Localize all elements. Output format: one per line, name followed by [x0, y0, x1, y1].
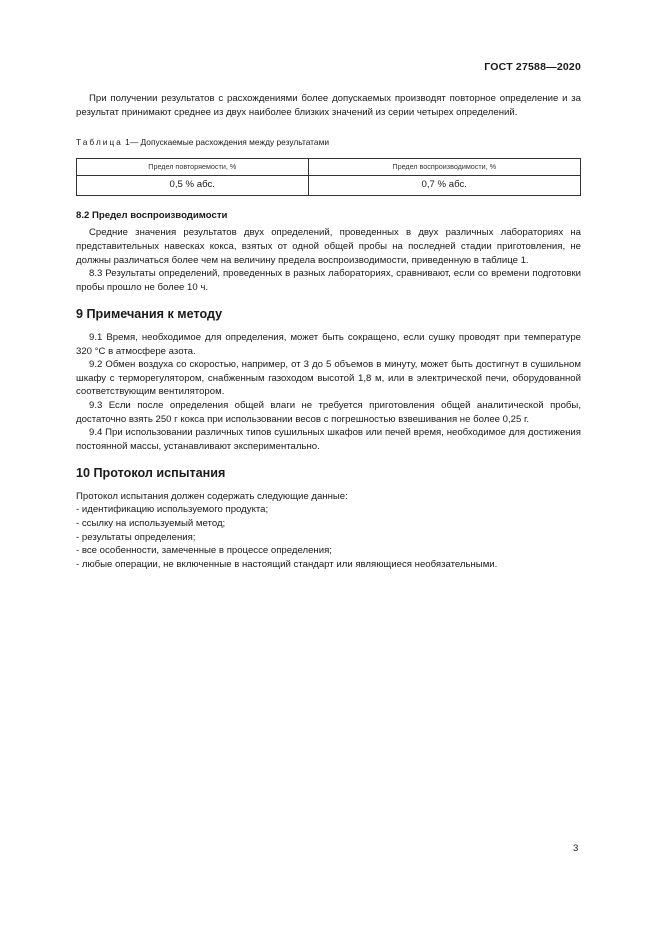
paragraph-8-2: Средние значения результатов двух определений, проведенных в двух различных лабораториях на представительных навесках кокса, взятых от одной общей пробы на последней стадии приготовления, не должны различаться более чем на величину предела воспроизводимости, приведенную в таблице 1. — [76, 227, 581, 266]
list-item: - идентификацию используемого продукта; — [76, 504, 269, 516]
table-caption — [76, 136, 581, 150]
table-header-row — [77, 158, 581, 175]
table-caption-text: 1— Допускаемые расхождения между результатами — [122, 137, 330, 148]
table-row — [77, 175, 581, 195]
value-repeatability: 0,5 % абс. — [77, 175, 309, 195]
section-10-title: 10 Протокол испытания — [76, 466, 226, 481]
paragraph-9-4: 9.4 При использовании различных типов сушильных шкафов или печей время, необходимое для достижения постоянной массы, устанавливают экспериментально. — [76, 427, 581, 452]
intro-paragraph: При получении результатов с расхождениями более допускаемых производят повторное определение и за результат принимают среднее из двух наиболее близких значений из серии четырех определений. — [76, 93, 581, 118]
protocol-list — [76, 503, 581, 571]
page-number: 3 — [573, 843, 579, 854]
protocol-intro: Протокол испытания должен содержать следующие данные: — [76, 490, 348, 502]
list-item: - результаты определения; — [76, 531, 196, 543]
value-reproducibility: 0,7 % абс. — [308, 175, 581, 195]
header-repeatability: Предел повторяемости, % — [77, 158, 309, 175]
paragraph-9-2: 9.2 Обмен воздуха со скоростью, например, от 3 до 5 объемов в минуту, может быть достигнут в сушильном шкафу с терморегулятором, снабженным газоходом высотой 1,8 м, или в электрической печи, оборудованной соответствующим вентилятором. — [76, 359, 581, 398]
subsection-8-2-title: 8.2 Предел воспроизводимости — [76, 209, 228, 221]
header-reproducibility: Предел воспроизводимости, % — [308, 158, 581, 175]
paragraph-8-3: 8.3 Результаты определений, проведенных в разных лабораториях, сравнивают, если со времени подготовки пробы прошло не более 10 ч. — [76, 268, 581, 293]
section-9-title: 9 Примечания к методу — [76, 307, 223, 322]
page-content — [76, 92, 581, 571]
tolerance-table — [76, 158, 581, 196]
list-item: - любые операции, не включенные в настоящий стандарт или являющиеся необязательными. — [76, 558, 498, 570]
standard-header: ГОСТ 27588—2020 — [484, 61, 581, 73]
table-caption-prefix: Таблица — [76, 137, 123, 148]
list-item: - все особенности, замеченные в процессе определения; — [76, 545, 332, 557]
paragraph-9-3: 9.3 Если после определения общей влаги не требуется приготовления общей аналитической пробы, достаточно взять 250 г кокса при использовании весов с погрешностью взвешивания не более 0,25 г. — [76, 399, 581, 425]
paragraph-9-1: 9.1 Время, необходимое для определения, может быть сокращено, если сушку проводят при температуре 320 °С в атмосфере азота. — [76, 331, 581, 357]
list-item: - ссылку на используемый метод; — [76, 518, 226, 530]
